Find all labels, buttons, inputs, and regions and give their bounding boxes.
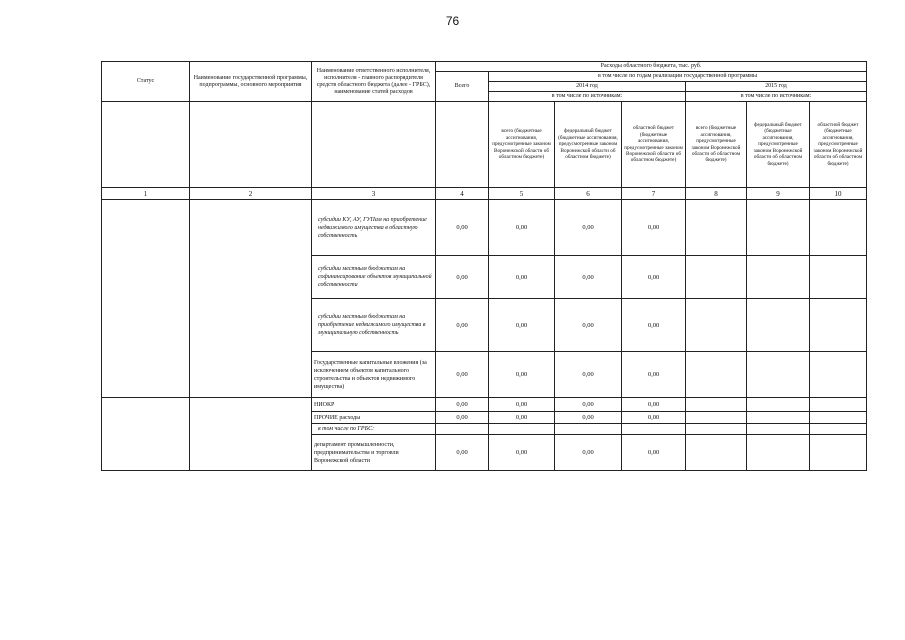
row-value: 0,00 <box>489 256 555 299</box>
row-value: 0,00 <box>622 435 686 471</box>
col-number: 8 <box>686 188 747 200</box>
status-cell <box>102 398 190 471</box>
row-value: 0,00 <box>555 412 622 424</box>
row-value: 0,00 <box>489 398 555 412</box>
header-sources-2015: в том числе по источникам: <box>686 92 867 102</box>
header-program-name: Наименование государственной программы, подпрограммы, основного мероприятия <box>190 62 312 102</box>
row-value: 0,00 <box>489 435 555 471</box>
col-number: 4 <box>436 188 489 200</box>
col-number: 5 <box>489 188 555 200</box>
row-label: субсидии КУ, АУ, ГУПам на приобретение недвижимого имущества в областную собственность <box>312 200 436 256</box>
col-number: 9 <box>747 188 810 200</box>
row-total: 0,00 <box>436 352 489 398</box>
row-value: 0,00 <box>622 412 686 424</box>
row-value: 0,00 <box>622 200 686 256</box>
row-label: субсидии местным бюджетам на софинансирование объектов муниципальной собственности <box>312 256 436 299</box>
row-value: 0,00 <box>489 412 555 424</box>
row-value: 0,00 <box>622 398 686 412</box>
header-status: Статус <box>102 62 190 102</box>
row-total: 0,00 <box>436 200 489 256</box>
row-value: 0,00 <box>555 200 622 256</box>
col-number: 1 <box>102 188 190 200</box>
col-number: 6 <box>555 188 622 200</box>
budget-table <box>101 61 867 471</box>
row-label: Государственные капитальные вложения (за исключением объектов капитального строительства и объектов недвижимого имущества) <box>312 352 436 398</box>
row-label: субсидии местным бюджетам на приобретение недвижимого имущества в муниципальную собственность <box>312 299 436 352</box>
row-value: 0,00 <box>622 299 686 352</box>
table-row <box>102 398 867 412</box>
header-col6: федеральный бюджет (бюджетные ассигнования, предусмотренные законом Воронежской области об областном бюджете) <box>555 102 622 188</box>
col-number: 10 <box>810 188 867 200</box>
row-value: 0,00 <box>622 352 686 398</box>
row-total: 0,00 <box>436 435 489 471</box>
header-year-2014: 2014 год <box>489 82 686 92</box>
row-label: департамент промышленности, предпринимательства и торговли Воронежской области <box>312 435 436 471</box>
col-number: 3 <box>312 188 436 200</box>
row-label: в том числе по ГРБС: <box>312 424 436 435</box>
column-numbers-row <box>102 188 867 200</box>
status-cell <box>102 200 190 398</box>
header-expenses: Расходы областного бюджета, тыс. руб. <box>436 62 867 72</box>
row-value: 0,00 <box>555 352 622 398</box>
row-total: 0,00 <box>436 256 489 299</box>
header-col10: областной бюджет (бюджетные ассигнования, предусмотренные законом Воронежской области об областном бюджете) <box>810 102 867 188</box>
row-value: 0,00 <box>489 352 555 398</box>
header-col5: всего (бюджетные ассигнования, предусмотренные законом Воронежской области об областном бюджете) <box>489 102 555 188</box>
row-value: 0,00 <box>555 435 622 471</box>
header-col9: федеральный бюджет (бюджетные ассигнования, предусмотренные законом Воронежской области об областном бюджете) <box>747 102 810 188</box>
header-col8: всего (бюджетные ассигнования, предусмотренные законом Воронежской области об областном бюджете) <box>686 102 747 188</box>
header-total: Всего <box>436 72 489 102</box>
row-value: 0,00 <box>555 256 622 299</box>
col-number: 2 <box>190 188 312 200</box>
row-value: 0,00 <box>622 256 686 299</box>
row-total: 0,00 <box>436 412 489 424</box>
header-col7: областной бюджет (бюджетные ассигнования, предусмотренные законом Воронежской области об областном бюджете) <box>622 102 686 188</box>
program-name-cell <box>190 200 312 398</box>
row-label: НИОКР <box>312 398 436 412</box>
row-value: 0,00 <box>489 200 555 256</box>
row-value: 0,00 <box>489 299 555 352</box>
header-by-years: в том числе по годам реализации государственной программы <box>489 72 867 82</box>
row-label: ПРОЧИЕ расходы <box>312 412 436 424</box>
row-total: 0,00 <box>436 299 489 352</box>
row-value: 0,00 <box>555 398 622 412</box>
page-number: 76 <box>445 14 460 28</box>
table-row <box>102 200 867 256</box>
header-sources-2014: в том числе по источникам: <box>489 92 686 102</box>
row-total: 0,00 <box>436 398 489 412</box>
header-year-2015: 2015 год <box>686 82 867 92</box>
col-number: 7 <box>622 188 686 200</box>
row-value: 0,00 <box>555 299 622 352</box>
header-executor: Наименование ответственного исполнителя, исполнителя - главного распорядителя средств областного бюджета (далее - ГРБС), наименование статей расходов <box>312 62 436 102</box>
program-name-cell <box>190 398 312 471</box>
